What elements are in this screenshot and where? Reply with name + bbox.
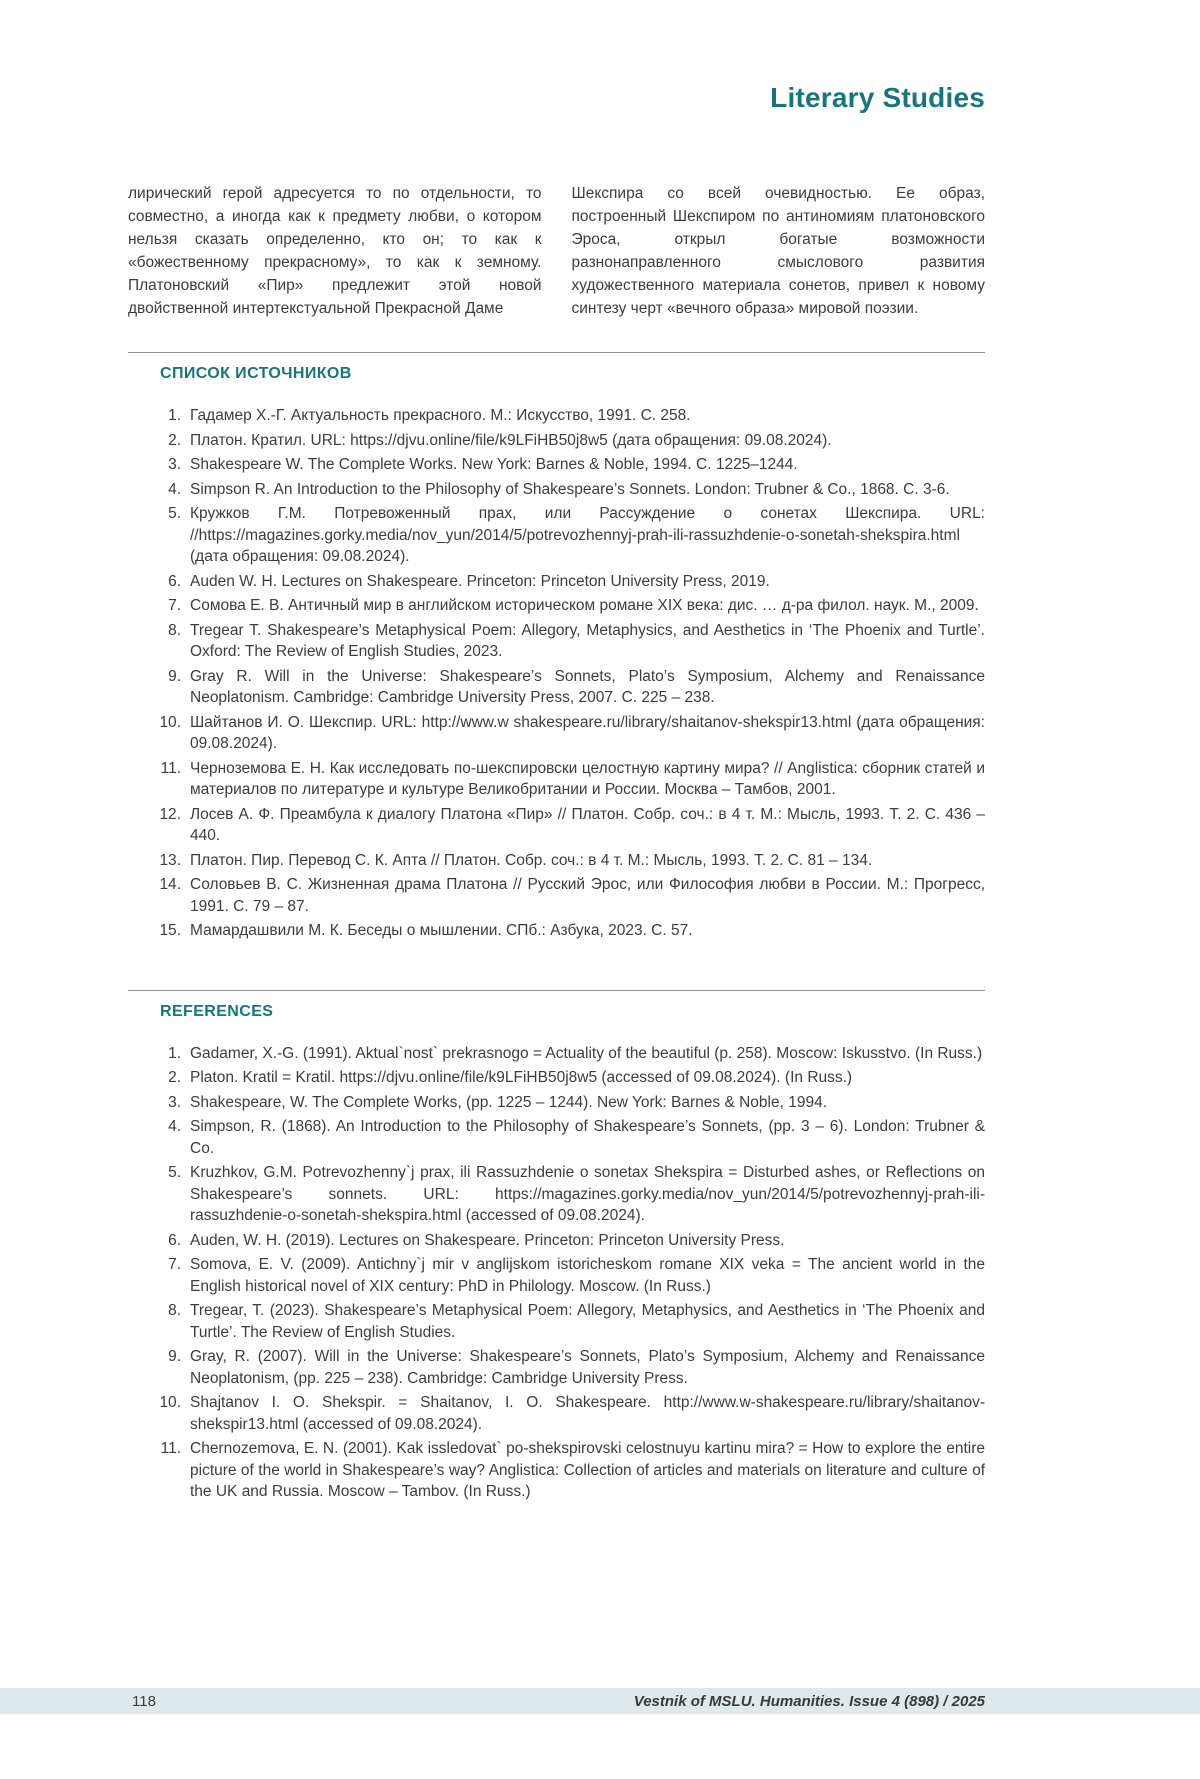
sources-title: СПИСОК ИСТОЧНИКОВ: [160, 365, 352, 382]
list-item: Соловьев В. С. Жизненная драма Платона // Русский Эрос, или Философия любви в России. М.: Прогресс, 1991. С. 79 – 87.: [190, 876, 985, 915]
page-number: 118: [132, 1692, 156, 1710]
list-item: Мамардашвили М. К. Беседы о мышлении. СПб.: Азбука, 2023. С. 57.: [190, 922, 693, 939]
body-text-columns: [128, 182, 985, 320]
list-item: Сомова Е. В. Античный мир в английском историческом романе XIX века: дис. … д-ра филол. наук. М., 2009.: [190, 597, 979, 614]
body-paragraph-left: лирический герой адресуется то по отдельности, то совместно, а иногда как к предмету любви, о котором нельзя сказать определенно, кто он; то как к «божественному прекрасному», то как к земному. Платоновский «Пир» предлежит этой новой двойственной интертекстуальной Прекрасной Даме: [128, 185, 542, 317]
sources-section: [128, 352, 985, 942]
list-item: Кружков Г.М. Потревоженный прах, или Рассуждение о сонетах Шекспира. URL: //https://magazines.gorky.media/nov_yun/2014/5/potrevozhennyj-prah-ili-rassuzhdenie-o-sonetah-shekspira.html (дата обращения: 09.08.2024).: [190, 505, 985, 565]
list-item: Платон. Кратил. URL: https://djvu.online/file/k9LFiHB50j8w5 (дата обращения: 09.08.2024).: [190, 431, 832, 449]
list-item: Платон. Пир. Перевод С. К. Апта // Платон. Собр. соч.: в 4 т. М.: Мысль, 1993. Т. 2. С. 81 – 134.: [190, 851, 873, 869]
paper-page: [0, 82, 1200, 1503]
list-item: Simpson, R. (1868). An Introduction to the Philosophy of Shakespeare’s Sonnets, (pp. 3 – 6). London: Trubner & Co.: [190, 1118, 985, 1157]
section-running-head: Literary Studies: [770, 82, 985, 113]
list-item: Шайтанов И. О. Шекспир. URL: http://www.w shakespeare.ru/library/shaitanov-shekspir13.html (дата обращения: 09.08.2024).: [190, 713, 985, 752]
list-item: Chernozemova, E. N. (2001). Kak issledovat` po-shekspirovski celostnuyu kartinu mira? = How to explore the entire picture of the world in Shakespeare’s way? Anglistica: Collection of articles and materials on literature and culture of the UK and Russia. Moscow – Tambov. (In Russ.): [190, 1440, 985, 1500]
list-item: Лосев А. Ф. Преамбула к диалогу Платона «Пир» // Платон. Собр. соч.: в 4 т. М.: Мысль, 1993. Т. 2. С. 436 – 440.: [190, 805, 985, 844]
references-section: [128, 990, 985, 1503]
list-item: Auden W. H. Lectures on Shakespeare. Princeton: Princeton University Press, 2019.: [190, 572, 770, 590]
list-item: Gadamer, X.-G. (1991). Aktual`nost` prekrasnogo = Actuality of the beautiful (p. 258). Moscow: Iskusstvo. (In Russ.): [190, 1044, 983, 1062]
section-divider: [128, 352, 985, 353]
list-item: Shakespeare W. The Complete Works. New York: Barnes & Noble, 1994. С. 1225–1244.: [190, 456, 798, 473]
list-item: Shajtanov I. O. Shekspir. = Shaitanov, I. O. Shakespeare. http://www.w-shakespeare.ru/library/shaitanov-shekspir13.html (accessed of 09.08.2024).: [190, 1394, 985, 1433]
list-item: Platon. Kratil = Kratil. https://djvu.online/file/k9LFiHB50j8w5 (accessed of 09.08.2024). (In Russ.): [190, 1069, 853, 1086]
list-item: Somova, E. V. (2009). Antichny`j mir v anglijskom istoricheskom romane XIX veka = The ancient world in the English historical novel of XIX century: PhD in Philology. Moscow. (In Russ.): [190, 1256, 985, 1295]
page-footer: [0, 1688, 1200, 1714]
list-item: Черноземова Е. Н. Как исследовать по-шекспировски целостную картину мира? // Anglistica: сборник статей и материалов по литературе и культуре Великобритании и России. Москва – Тамбов, 2001.: [190, 759, 985, 798]
list-item: Gray R. Will in the Universe: Shakespeare’s Sonnets, Plato’s Symposium, Alchemy and Renaissance Neoplatonism. Cambridge: Cambridge University Press, 2007. С. 225 – 238.: [190, 667, 985, 706]
list-item: Auden, W. H. (2019). Lectures on Shakespeare. Princeton: Princeton University Press.: [190, 1231, 785, 1249]
list-item: Tregear, T. (2023). Shakespeare’s Metaphysical Poem: Allegory, Metaphysics, and Aesthetics in ‘The Phoenix and Turtle’. The Review of English Studies.: [190, 1302, 985, 1341]
references-title: REFERENCES: [160, 1002, 274, 1020]
section-divider: [128, 990, 985, 991]
list-item: Simpson R. An Introduction to the Philosophy of Shakespeare’s Sonnets. London: Trubner & Co., 1868. С. 3-6.: [190, 480, 950, 498]
journal-title: Vestnik of MSLU. Humanities. Issue 4 (898) / 2025: [633, 1692, 985, 1710]
list-item: Shakespeare, W. The Complete Works, (pp. 1225 – 1244). New York: Barnes & Noble, 1994.: [190, 1093, 828, 1111]
list-item: Kruzhkov, G.M. Potrevozhenny`j prax, ili Rassuzhdenie o sonetax Shekspira = Disturbed ashes, or Reflections on Shakespeare’s sonnets. URL: https://magazines.gorky.media/nov_yun/2014/5/potrevozhennyj-prah-ili-rassuzhdenie-o-sonetah-shekspira.html (accessed of 09.08.2024).: [190, 1164, 985, 1224]
list-item: Tregear T. Shakespeare’s Metaphysical Poem: Allegory, Metaphysics, and Aesthetics in ‘The Phoenix and Turtle’. Oxford: The Review of English Studies, 2023.: [190, 621, 985, 660]
sources-list: [128, 405, 985, 942]
list-item: Gray, R. (2007). Will in the Universe: Shakespeare’s Sonnets, Plato’s Symposium, Alchemy and Renaissance Neoplatonism, (pp. 225 – 238). Cambridge: Cambridge University Press.: [190, 1348, 985, 1387]
references-list: [128, 1043, 985, 1503]
list-item: Гадамер Х.-Г. Актуальность прекрасного. М.: Искусство, 1991. С. 258.: [190, 407, 691, 424]
body-paragraph-right: Шекспира со всей очевидностью. Ее образ, построенный Шекспиром по антиномиям платоновского Эроса, открыл богатые возможности разнонаправленного смыслового развития художественного материала сонетов, привел к новому синтезу черт «вечного образа» мировой поэзии.: [571, 185, 985, 317]
